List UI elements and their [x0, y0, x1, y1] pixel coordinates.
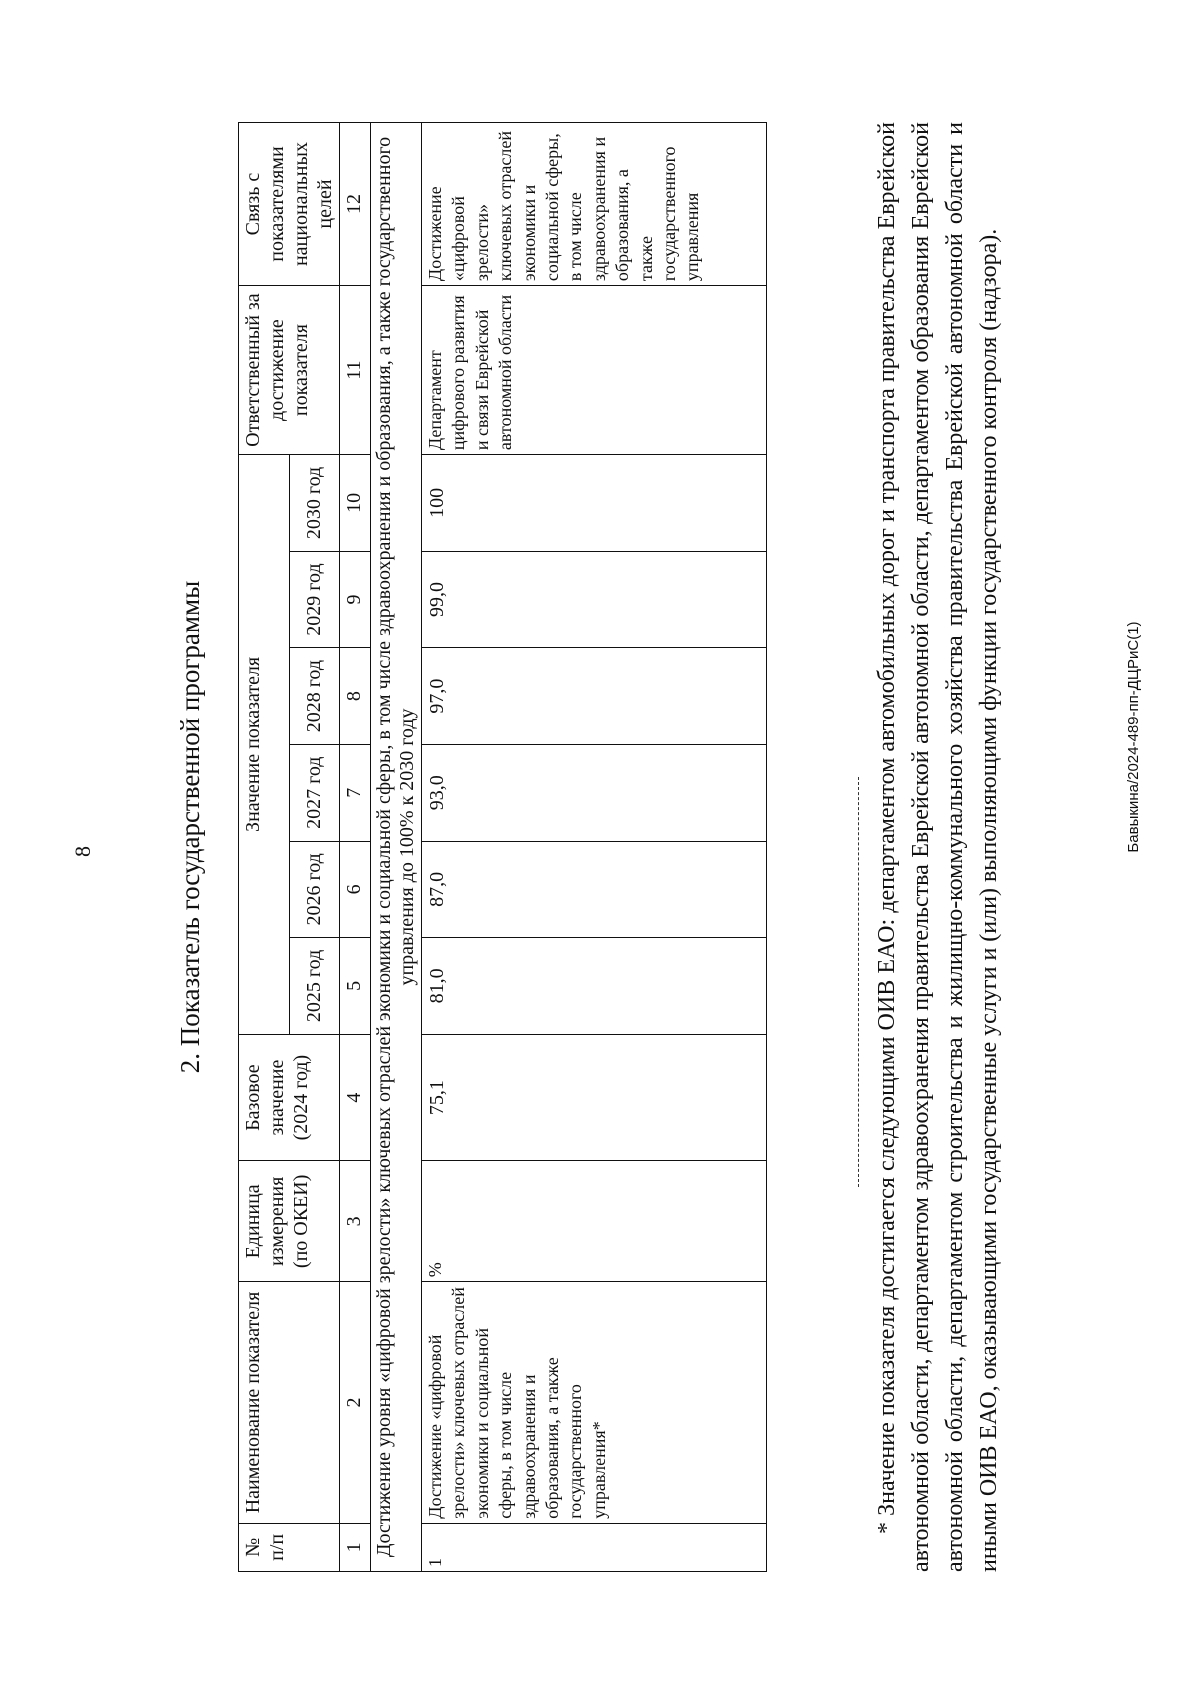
- header-base: Базовое значение (2024 год): [239, 1034, 340, 1161]
- column-number: 5: [340, 938, 371, 1035]
- header-name: Наименование показателя: [239, 1282, 340, 1523]
- footer-code: Бавыкина/2024-489-пп-ДЦРиС(1): [1125, 621, 1142, 853]
- header-unit: Единица измерения (по ОКЕИ): [239, 1161, 340, 1282]
- row-value-2026: 87,0: [422, 841, 767, 938]
- column-number: 8: [340, 648, 371, 745]
- header-link: Связь с показателями национальных целей: [239, 123, 340, 286]
- header-year: 2026 год: [289, 841, 340, 938]
- header-year: 2025 год: [289, 938, 340, 1035]
- header-year: 2030 год: [289, 455, 340, 552]
- row-value-2030: 100: [422, 455, 767, 552]
- row-unit: %: [422, 1161, 767, 1282]
- indicator-table: [238, 122, 767, 1572]
- row-value-2029: 99,0: [422, 551, 767, 648]
- column-number: 7: [340, 744, 371, 841]
- footnote-divider: [858, 777, 859, 1187]
- header-year: 2028 год: [289, 648, 340, 745]
- section-row: [371, 123, 422, 1572]
- header-year: 2027 год: [289, 744, 340, 841]
- row-value-2027: 93,0: [422, 744, 767, 841]
- column-number: 9: [340, 551, 371, 648]
- row-value-2028: 97,0: [422, 648, 767, 745]
- page-number: 8: [70, 846, 95, 857]
- column-number: 10: [340, 455, 371, 552]
- column-number-row: [340, 123, 371, 1572]
- header-responsible: Ответственный за достижение показателя: [239, 286, 340, 455]
- row-name: Достижение «цифровой зрелости» ключевых отраслей экономики и социальной сферы, в том числе здравоохранения и образования, а также государственного управления*: [422, 1282, 767, 1523]
- column-number: 11: [340, 286, 371, 455]
- column-number: 12: [340, 123, 371, 286]
- footnote: [870, 122, 1006, 1572]
- column-number: 4: [340, 1034, 371, 1161]
- row-num: 1: [422, 1523, 767, 1571]
- header-year: 2029 год: [289, 551, 340, 648]
- row-value-2025: 81,0: [422, 938, 767, 1035]
- row-base-value: 75,1: [422, 1034, 767, 1161]
- header-values-group: Значение показателя: [239, 455, 290, 1035]
- footnote-text: * Значение показателя достигается следующими ОИВ ЕАО: департаментом автомобильных дорог и транспорта правительства Еврейской автономной области, департаментом здравоохранения правительства Еврейской автономной области, департаментом образования Еврейской автономной области, департаментом строительства и жилищно-коммунального хозяйства правительства Еврейской автономной области и иными ОИВ ЕАО, оказывающими государственные услуги и (или) выполняющими функции государственного контроля (надзора).: [874, 122, 1003, 1572]
- header-num: № п/п: [239, 1523, 340, 1571]
- section-title: Достижение уровня «цифровой зрелости» ключевых отраслей экономики и социальной сферы, в том числе здравоохранения и образования, а также государственного управления до 100% к 2030 году: [371, 123, 422, 1572]
- page-title: 2. Показатель государственной программы: [175, 580, 205, 1074]
- column-number: 3: [340, 1161, 371, 1282]
- row-responsible: Департамент цифрового развития и связи Еврейской автономной области: [422, 286, 767, 455]
- table-row: [422, 123, 767, 1572]
- row-link: Достижение «цифровой зрелости» ключевых отраслей экономики и социальной сферы, в том числе здравоохранения и образования, а также государственного управления: [422, 123, 767, 286]
- column-number: 1: [340, 1523, 371, 1571]
- column-number: 6: [340, 841, 371, 938]
- column-number: 2: [340, 1282, 371, 1523]
